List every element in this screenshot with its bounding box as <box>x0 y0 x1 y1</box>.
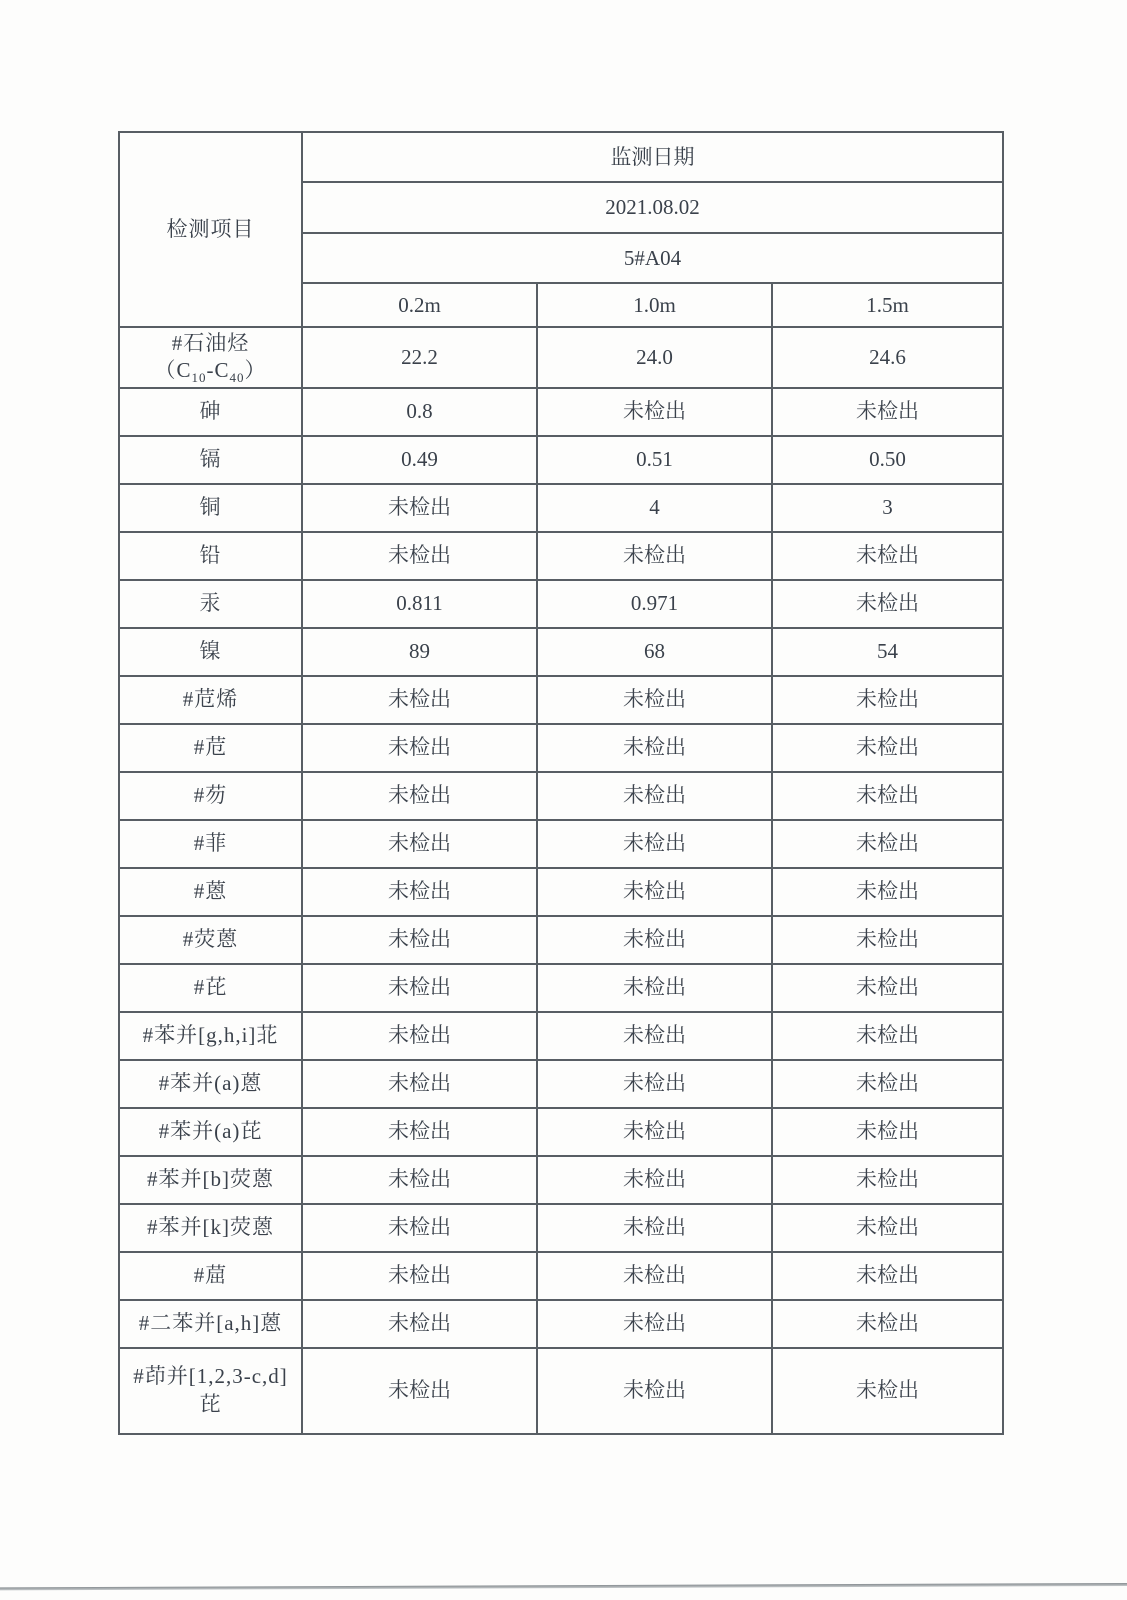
row-value: 89 <box>302 628 537 676</box>
table-body <box>119 327 1003 1434</box>
row-value: 未检出 <box>772 724 1003 772</box>
date-header-label: 监测日期 <box>302 132 1003 182</box>
row-value: 未检出 <box>772 1012 1003 1060</box>
row-value: 未检出 <box>302 1348 537 1434</box>
row-value: 未检出 <box>772 1108 1003 1156</box>
row-value: 未检出 <box>537 724 772 772</box>
row-item-label: 汞 <box>119 580 302 628</box>
row-value: 未检出 <box>537 388 772 436</box>
row-value: 未检出 <box>772 580 1003 628</box>
row-value: 未检出 <box>537 868 772 916</box>
row-value: 未检出 <box>772 1156 1003 1204</box>
row-value: 未检出 <box>537 1300 772 1348</box>
row-value: 0.51 <box>537 436 772 484</box>
row-item-label: #石油烃 $(C_{10}-C_{40})$ <box>119 327 302 388</box>
row-value: 未检出 <box>537 1204 772 1252</box>
row-value: 未检出 <box>537 1012 772 1060</box>
monitoring-table <box>118 131 1004 1435</box>
table-row <box>119 1204 1003 1252</box>
row-value: 未检出 <box>537 1348 772 1434</box>
row-value: 4 <box>537 484 772 532</box>
row-value: 未检出 <box>302 1012 537 1060</box>
scan-paper-edge-line <box>0 1583 1127 1590</box>
row-value: 未检出 <box>302 676 537 724</box>
row-value: 未检出 <box>537 1252 772 1300</box>
row-item-label: 铅 <box>119 532 302 580</box>
table-row <box>119 327 1003 388</box>
table-row <box>119 388 1003 436</box>
row-value: 68 <box>537 628 772 676</box>
row-value: 未检出 <box>302 1060 537 1108</box>
table-row <box>119 436 1003 484</box>
row-value: 未检出 <box>302 1204 537 1252</box>
row-value: 0.50 <box>772 436 1003 484</box>
depth-header-1: 1.0m <box>537 283 772 327</box>
table-row <box>119 676 1003 724</box>
row-item-label: #苯并[k]荧蒽 <box>119 1204 302 1252</box>
row-value: 未检出 <box>772 1300 1003 1348</box>
row-value: 未检出 <box>302 1156 537 1204</box>
table-row <box>119 1108 1003 1156</box>
row-value: 0.49 <box>302 436 537 484</box>
row-value: 未检出 <box>772 1060 1003 1108</box>
date-value: 2021.08.02 <box>302 182 1003 233</box>
row-item-label: #苯并[b]荧蒽 <box>119 1156 302 1204</box>
row-item-label: #芴 <box>119 772 302 820</box>
row-value: 未检出 <box>772 868 1003 916</box>
row-value: 0.811 <box>302 580 537 628</box>
row-value: 24.0 <box>537 327 772 388</box>
row-item-label: #荧蒽 <box>119 916 302 964</box>
row-value: 未检出 <box>537 1060 772 1108</box>
table-row <box>119 628 1003 676</box>
row-value: 未检出 <box>537 1108 772 1156</box>
row-value: 未检出 <box>537 532 772 580</box>
header-row-date-label <box>119 132 1003 182</box>
table-row <box>119 916 1003 964</box>
row-value: 未检出 <box>302 916 537 964</box>
table-row <box>119 964 1003 1012</box>
row-item-label: #䓛 <box>119 1252 302 1300</box>
depth-header-0: 0.2m <box>302 283 537 327</box>
row-item-label: 镉 <box>119 436 302 484</box>
row-item-label: 镍 <box>119 628 302 676</box>
row-item-label: #芘 <box>119 964 302 1012</box>
row-item-label: #苊 <box>119 724 302 772</box>
row-value: 未检出 <box>772 820 1003 868</box>
row-item-label: #二苯并[a,h]蒽 <box>119 1300 302 1348</box>
row-item-label: #苯并[g,h,i]苝 <box>119 1012 302 1060</box>
row-value: 未检出 <box>772 1348 1003 1434</box>
row-item-label: 砷 <box>119 388 302 436</box>
row-value: 未检出 <box>537 820 772 868</box>
row-item-label: 铜 <box>119 484 302 532</box>
row-value: 未检出 <box>302 820 537 868</box>
row-value: 未检出 <box>772 964 1003 1012</box>
table-row <box>119 1252 1003 1300</box>
row-item-label: #苊烯 <box>119 676 302 724</box>
row-value: 24.6 <box>772 327 1003 388</box>
table-row <box>119 1348 1003 1434</box>
table-row <box>119 580 1003 628</box>
row-value: 未检出 <box>302 532 537 580</box>
row-value: 未检出 <box>302 1300 537 1348</box>
row-value: 未检出 <box>772 772 1003 820</box>
row-value: 未检出 <box>772 676 1003 724</box>
row-value: 未检出 <box>302 772 537 820</box>
sample-id: 5#A04 <box>302 233 1003 283</box>
table-header <box>119 132 1003 327</box>
depth-header-2: 1.5m <box>772 283 1003 327</box>
row-value: 未检出 <box>302 724 537 772</box>
row-value: 未检出 <box>302 964 537 1012</box>
row-value: 未检出 <box>537 916 772 964</box>
table-row <box>119 1060 1003 1108</box>
row-value: 未检出 <box>302 1108 537 1156</box>
row-item-label: #茚并[1,2,3-c,d] 芘 <box>119 1348 302 1434</box>
table-row <box>119 1300 1003 1348</box>
row-item-label: #菲 <box>119 820 302 868</box>
row-value: 3 <box>772 484 1003 532</box>
table-row <box>119 868 1003 916</box>
row-value: 未检出 <box>537 964 772 1012</box>
row-value: 未检出 <box>772 388 1003 436</box>
row-value: 未检出 <box>772 1252 1003 1300</box>
table-row <box>119 1012 1003 1060</box>
row-item-label: #苯并(a)蒽 <box>119 1060 302 1108</box>
row-value: 54 <box>772 628 1003 676</box>
row-value: 22.2 <box>302 327 537 388</box>
table-row <box>119 724 1003 772</box>
table-row <box>119 772 1003 820</box>
row-value: 未检出 <box>772 532 1003 580</box>
row-item-label: #苯并(a)芘 <box>119 1108 302 1156</box>
row-value: 未检出 <box>537 772 772 820</box>
row-value: 0.971 <box>537 580 772 628</box>
row-value: 未检出 <box>537 676 772 724</box>
row-value: 未检出 <box>537 1156 772 1204</box>
table-row <box>119 532 1003 580</box>
row-value: 未检出 <box>302 1252 537 1300</box>
row-value: 未检出 <box>772 916 1003 964</box>
row-value: 0.8 <box>302 388 537 436</box>
row-item-label: #蒽 <box>119 868 302 916</box>
row-value: 未检出 <box>302 868 537 916</box>
table-row <box>119 820 1003 868</box>
row-value: 未检出 <box>302 484 537 532</box>
items-column-header: 检测项目 <box>119 132 302 327</box>
table-row <box>119 484 1003 532</box>
table-row <box>119 1156 1003 1204</box>
row-value: 未检出 <box>772 1204 1003 1252</box>
